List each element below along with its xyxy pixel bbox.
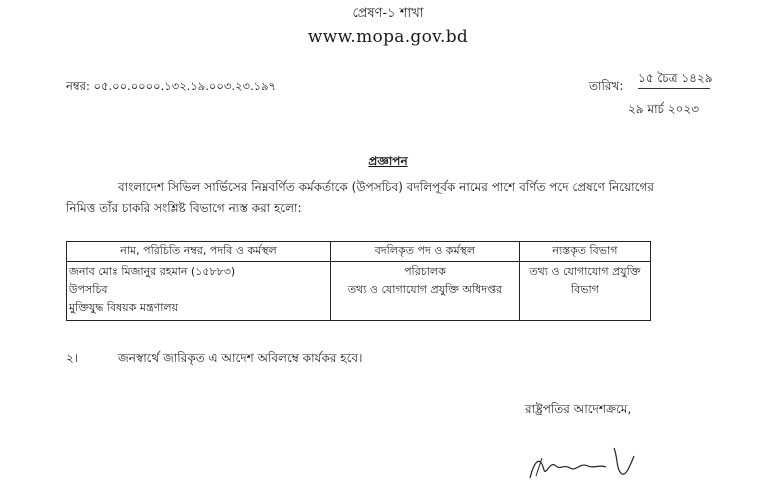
date-divider (638, 88, 710, 89)
officer-name: জনাব মোঃ মিজানুর রহমান (১৫৮৮৩) (69, 265, 236, 278)
column-header-post: বদলিকৃত পদ ও কর্মস্থল (331, 242, 520, 262)
date-label: তারিখ: (589, 79, 624, 93)
presidential-order-line: রাষ্ট্রপতির আদেশক্রমে, (525, 402, 632, 416)
table-header-row (67, 242, 651, 262)
new-post: পরিচালক (404, 265, 446, 278)
paragraph1-line1: বাংলাদেশ সিভিল সার্ভিসের নিম্নবর্ণিত কর্মকর্তাকে (উপসচিব) বদলিপূর্বক নামের পাশে বর্ণিত পদে প্রেষণে নিয়োগের (118, 180, 654, 194)
date-bangla: ১৫ চৈত্র ১৪২৯ (638, 71, 713, 85)
column-header-division: ন্যস্তকৃত বিভাগ (519, 242, 650, 262)
cell-post (331, 262, 520, 321)
division-line2: বিভাগ (570, 283, 599, 296)
paragraph2-text: জনস্বার্থে জারিকৃত এ আদেশ অবিলম্বে কার্যকর হবে। (118, 351, 363, 365)
memo-number: নম্বর: ০৫.০০.০০০০.১৩২.১৯.০০৩.২৩.১৯৭ (66, 79, 277, 93)
table-row (67, 262, 651, 321)
officer-designation: উপসচিব (69, 283, 108, 296)
date-gregorian: ২৯ মার্চ ২০২৩ (628, 102, 700, 116)
cell-division (519, 262, 650, 321)
posting-table (66, 241, 651, 321)
cell-name (67, 262, 331, 321)
column-header-name: নাম, পরিচিতি নম্বর, পদবি ও কর্মস্থল (67, 242, 331, 262)
paragraph2-number: ২। (66, 351, 79, 365)
branch-title: প্রেষণ-১ শাখা (352, 6, 424, 21)
website-url: www.mopa.gov.bd (307, 27, 469, 47)
new-workplace: তথ্য ও যোগাযোগ প্রযুক্তি অধিদপ্তর (347, 283, 503, 296)
notification-heading: প্রজ্ঞাপন (368, 154, 408, 168)
signature-icon (522, 440, 642, 481)
officer-workplace: মুক্তিযুদ্ধ বিষয়ক মন্ত্রণালয় (69, 301, 179, 314)
paragraph1-line2: নিমিত্ত তাঁর চাকরি সংশ্লিষ্ট বিভাগে ন্যস্ত করা হলো: (66, 201, 302, 215)
division-line1: তথ্য ও যোগাযোগ প্রযুক্তি (529, 265, 641, 278)
